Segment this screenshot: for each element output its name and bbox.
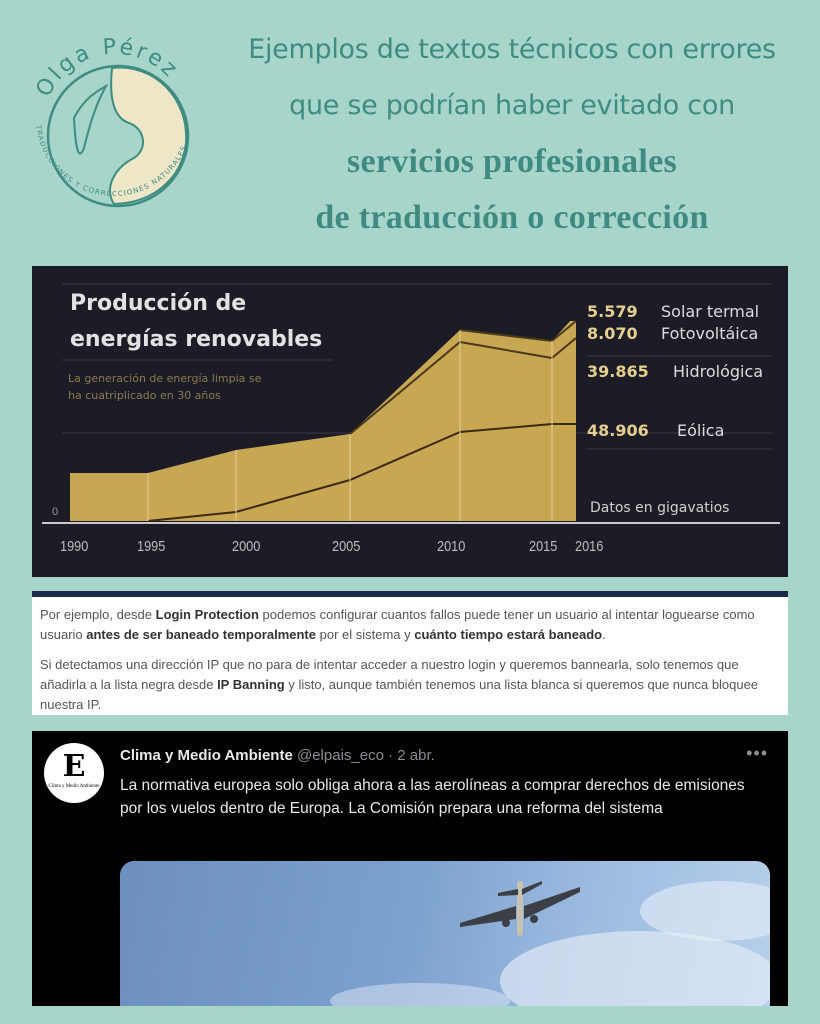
tweet-text: La normativa europea solo obliga ahora a las aerolíneas a comprar derechos de emisiones por los vuelos dentro de Europa. La Comisión prepara una reforma del sistema (120, 777, 745, 817)
x-tick: 2000 (232, 538, 261, 555)
chart-example-image (32, 266, 788, 577)
tweet-handle[interactable]: @elpais_eco (296, 747, 384, 764)
paragraph-2: Si detectamos una dirección IP que no para de intentar acceder a nuestro login y queremos bannearla, solo tenemos que añadirla a la lista negra desde IP Banning y listo, aunque también tenemos una lista blanca si queremos que nunca bloquee nuestra IP. (40, 657, 759, 712)
tweet-example (32, 731, 788, 1006)
brand-logo (14, 18, 214, 218)
paragraph-1: Por ejemplo, desde Login Protection podemos configurar cuantos fallos puede tener un usuario al intentar loguearse como usuario antes de ser baneado temporalmente por el sistema y cuánto tiempo estará baneado. (40, 607, 755, 642)
y-zero-label: 0 (52, 506, 59, 518)
headline-line-3: servicios profesionales (346, 143, 678, 180)
headline-line-1: Ejemplos de textos técnicos con errores (248, 34, 776, 65)
avatar[interactable]: E Clima y Medio Ambiente (44, 743, 104, 803)
x-tick: 2005 (332, 538, 361, 555)
headline-line-2: que se podrían haber evitado con (289, 90, 735, 121)
x-tick: 1990 (60, 538, 89, 555)
x-tick: 1995 (137, 538, 166, 555)
x-tick: 2010 (437, 538, 466, 555)
tweet-date[interactable]: 2 abr. (397, 747, 435, 764)
tweet-author[interactable]: Clima y Medio Ambiente (120, 747, 293, 764)
legend-eolica: 48.906 Eólica (587, 421, 725, 440)
text-example (32, 591, 788, 715)
x-tick: 2016 (575, 538, 604, 555)
headline-line-4: de traducción o corrección (315, 199, 709, 236)
airplane-photo (120, 861, 770, 1006)
tweet-header: Clima y Medio Ambiente @elpais_eco · 2 abr. (120, 747, 435, 764)
legend-solar-termal: 5.579 Solar termal (587, 302, 760, 321)
tweet-media-airplane[interactable] (120, 861, 770, 1006)
more-options-icon[interactable]: ••• (746, 743, 768, 763)
chart-units-note: Datos en gigavatios (590, 500, 730, 516)
legend-fotovoltaica: 8.070 Fotovoltáica (587, 324, 759, 343)
svg-text:Olga Pérez: Olga Pérez (31, 34, 184, 102)
chart-title: Producción de energías renovables (70, 291, 323, 352)
svg-text:TRADUCCIONES Y CORRECCIONES NA: TRADUCCIONES Y CORRECCIONES NATURALES (34, 124, 189, 199)
chart-subtitle: La generación de energía limpia se ha cuatriplicado en 30 años (68, 372, 262, 402)
page-headline (222, 22, 802, 246)
globe-feather-icon (14, 18, 214, 218)
legend-hidrologica: 39.865 Hidrológica (587, 362, 764, 381)
x-tick: 2015 (529, 538, 558, 555)
